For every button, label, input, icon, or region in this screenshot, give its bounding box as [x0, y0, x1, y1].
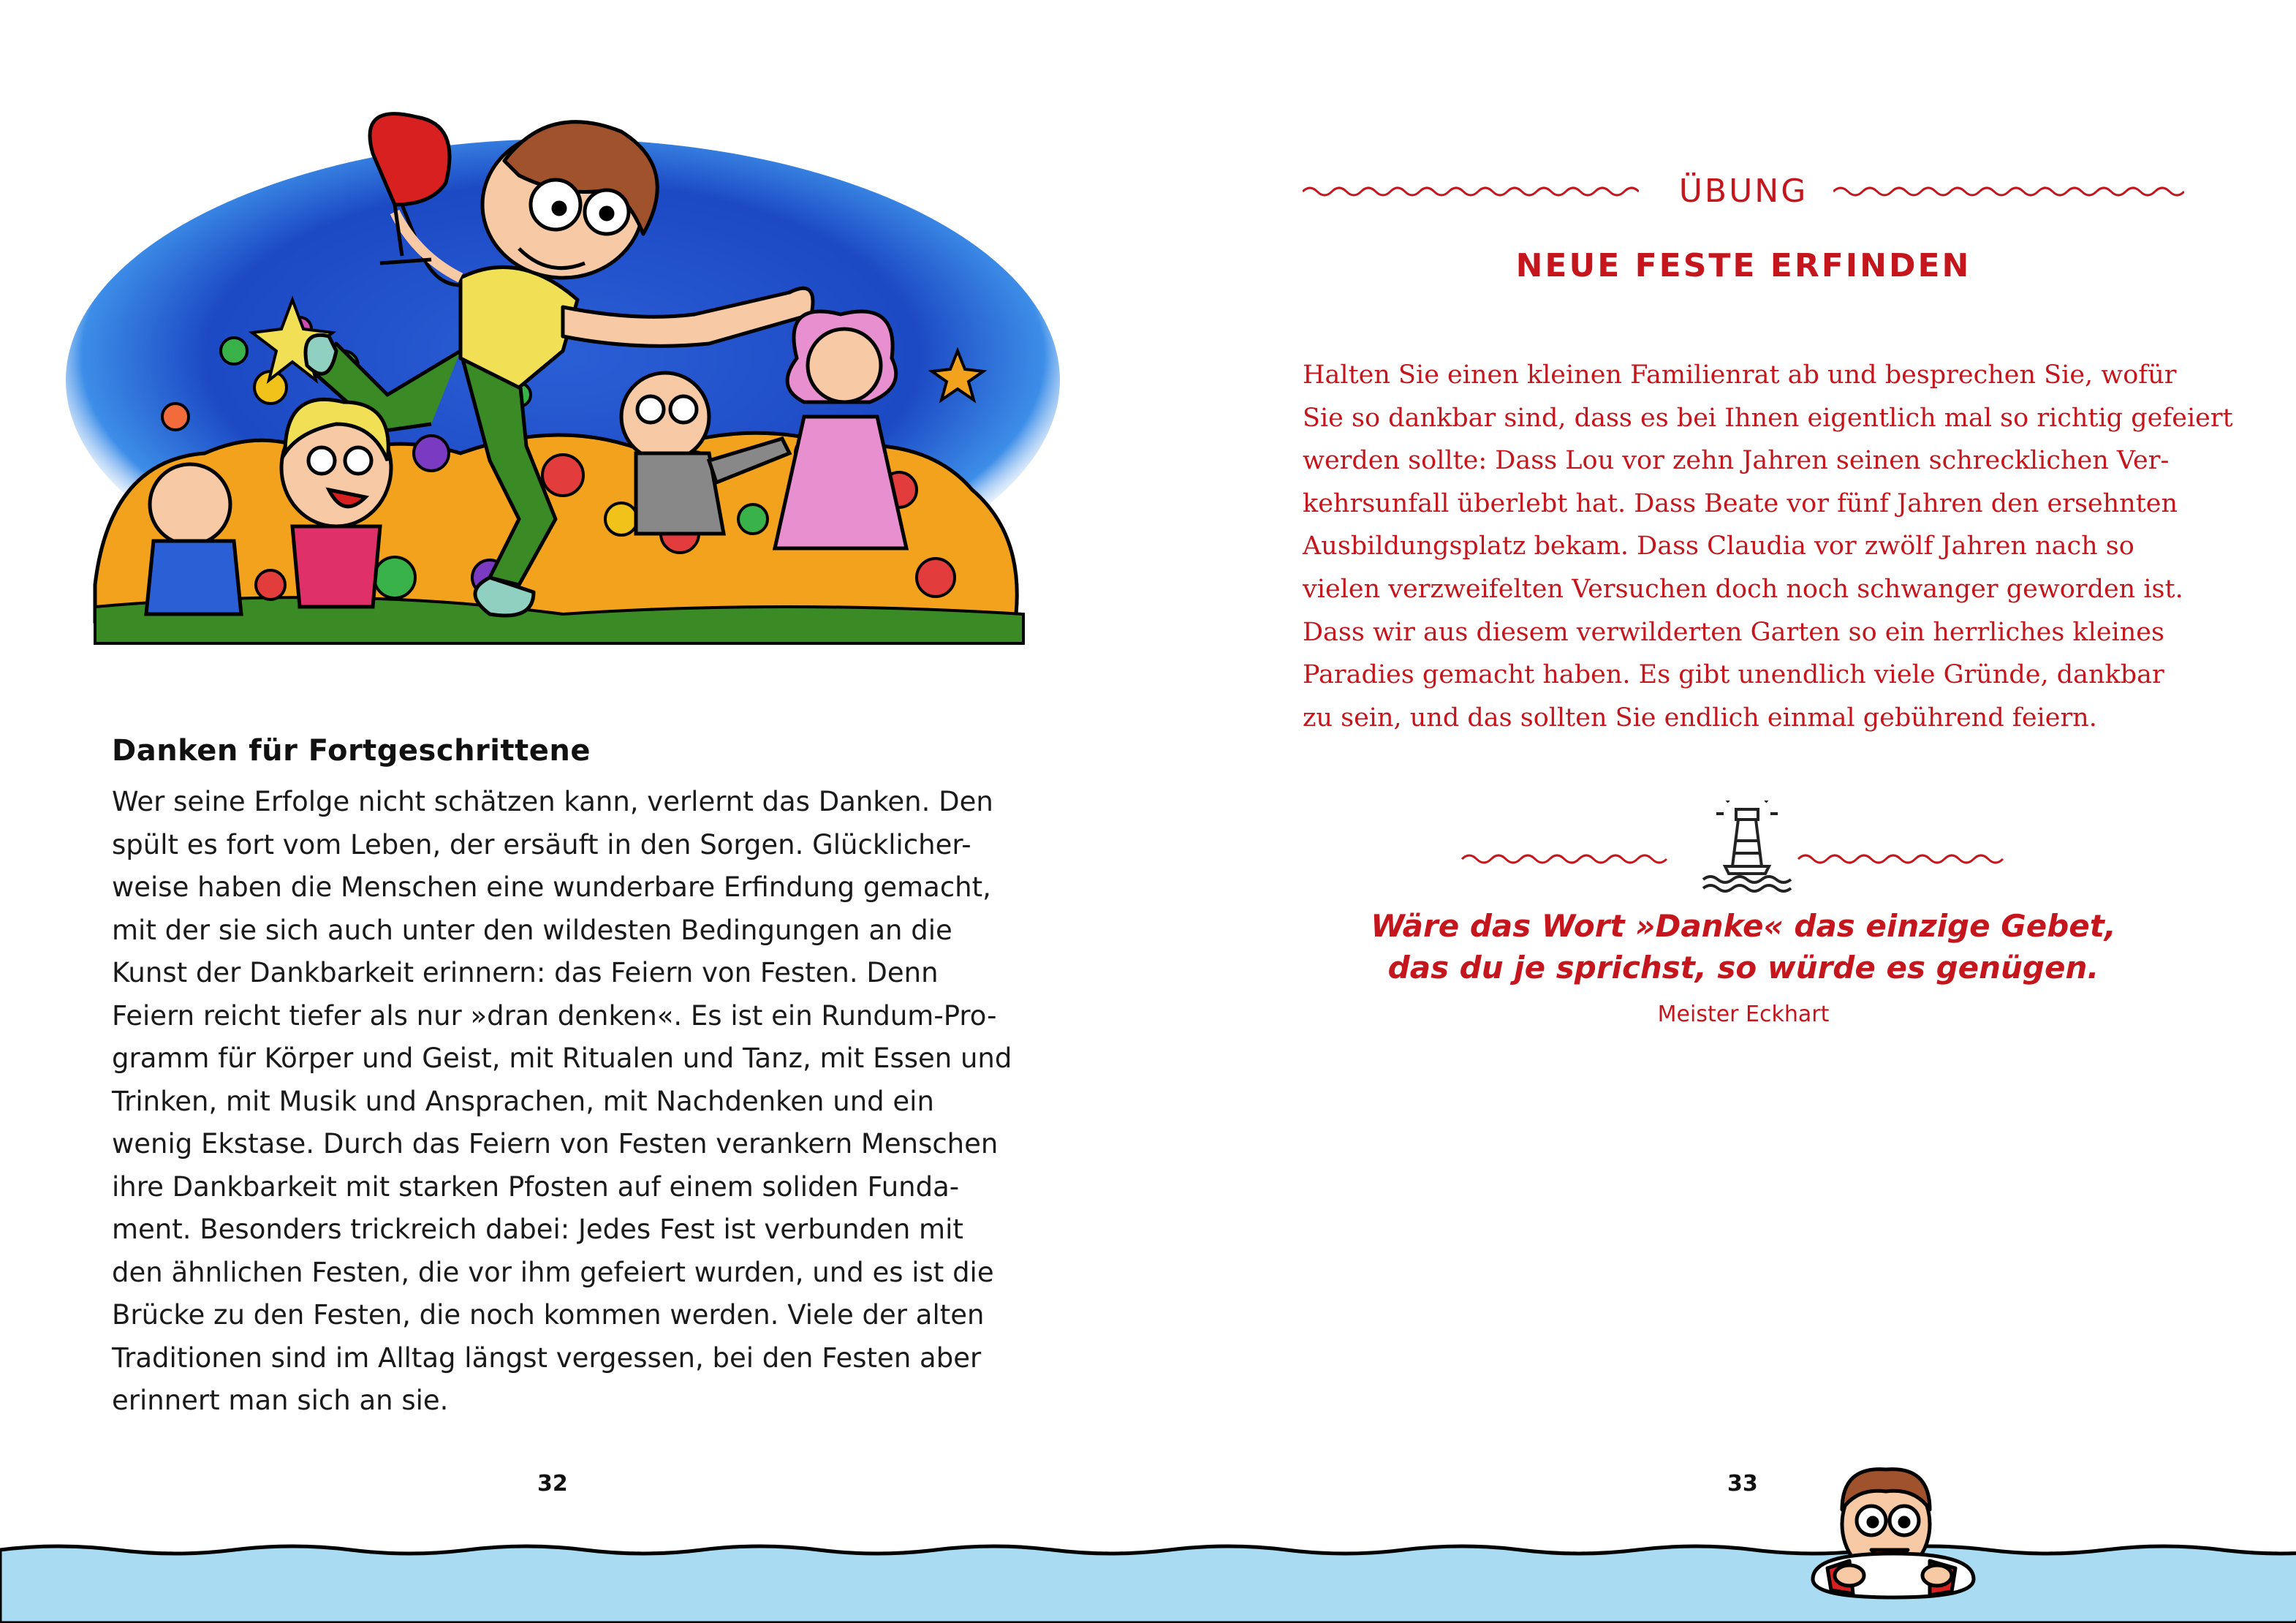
wave-divider-right	[1833, 183, 2184, 200]
exercise-line: werden sollte: Dass Lou vor zehn Jahren seinen schrecklichen Ver-	[1303, 446, 2170, 476]
body-line: Trinken, mit Musik und Ansprachen, mit Nachdenken und ein	[112, 1085, 934, 1117]
buoy-divider-graphic	[1455, 801, 2039, 896]
exercise-line: Ausbildungsplatz bekam. Dass Claudia vor zwölf Jahren nach so	[1303, 531, 2134, 561]
body-line: Kunst der Dankbarkeit erinnern: das Feiern von Festen. Denn	[112, 957, 939, 988]
body-line: Brücke zu den Festen, die noch kommen werden. Viele der alten	[112, 1299, 985, 1331]
exercise-text	[1303, 354, 2233, 739]
body-line: wenig Ekstase. Durch das Feiern von Festen verankern Menschen	[112, 1128, 999, 1159]
exercise-line: vielen verzweifelten Versuchen doch noch schwanger geworden ist.	[1303, 574, 2183, 604]
party-illustration	[51, 110, 1067, 680]
body-line: erinnert man sich an sie.	[112, 1385, 449, 1416]
exercise-line: Dass wir aus diesem verwilderten Garten so ein herrliches kleines	[1303, 617, 2164, 647]
exercise-line: Halten Sie einen kleinen Familienrat ab und besprechen Sie, wofür	[1303, 360, 2177, 390]
exercise-label: ÜBUNG	[1678, 173, 1808, 210]
section-heading: Danken für Fortgeschrittene	[112, 734, 591, 768]
page-number-right: 33	[1727, 1471, 1758, 1497]
body-line: spült es fort vom Leben, der ersäuft in den Sorgen. Glücklicher-	[112, 828, 971, 860]
quote	[1303, 905, 2184, 988]
swimmer-illustration	[1784, 1451, 2003, 1612]
body-line: Feiern reicht tiefer als nur »dran denken«. Es ist ein Rundum-Pro-	[112, 999, 997, 1032]
body-line: ihre Dankbarkeit mit starken Pfosten auf einem soliden Funda-	[112, 1170, 960, 1203]
page-number-left: 32	[537, 1471, 568, 1497]
exercise-line: zu sein, und das sollten Sie endlich einmal gebührend feiern.	[1303, 703, 2097, 733]
quote-line: das du je sprichst, so würde es genügen.	[1387, 950, 2099, 985]
exercise-title: NEUE FESTE ERFINDEN	[1515, 247, 1971, 284]
body-line: weise haben die Menschen eine wunderbare Erfindung gemacht,	[112, 871, 991, 903]
body-line: Wer seine Erfolge nicht schätzen kann, verlernt das Danken. Den	[112, 786, 993, 817]
body-line: ment. Besonders trickreich dabei: Jedes Fest ist verbunden mit	[112, 1214, 963, 1245]
quote-author: Meister Eckhart	[1657, 1002, 1830, 1027]
body-line: mit der sie sich auch unter den wildesten Bedingungen an die	[112, 914, 952, 946]
exercise-line: Sie so dankbar sind, dass es bei Ihnen eigentlich mal so richtig gefeiert	[1303, 403, 2233, 433]
buoy-divider	[1455, 801, 2039, 896]
exercise-line: Paradies gemacht haben. Es gibt unendlich viele Gründe, dankbar	[1303, 660, 2164, 690]
buoy-icon	[1703, 801, 1791, 891]
body-line: gramm für Körper und Geist, mit Ritualen und Tanz, mit Essen und	[112, 1043, 1012, 1074]
exercise-line: kehrsunfall überlebt hat. Dass Beate vor fünf Jahren den ersehnten	[1303, 488, 2178, 518]
body-line: den ähnlichen Festen, die vor ihm gefeiert wurden, und es ist die	[112, 1256, 994, 1288]
body-text	[112, 781, 1012, 1423]
quote-line: Wäre das Wort »Danke« das einzige Gebet,	[1371, 908, 2116, 944]
body-line: Traditionen sind im Alltag längst vergessen, bei den Festen aber	[112, 1342, 982, 1374]
exercise-label-row	[1303, 167, 2184, 218]
